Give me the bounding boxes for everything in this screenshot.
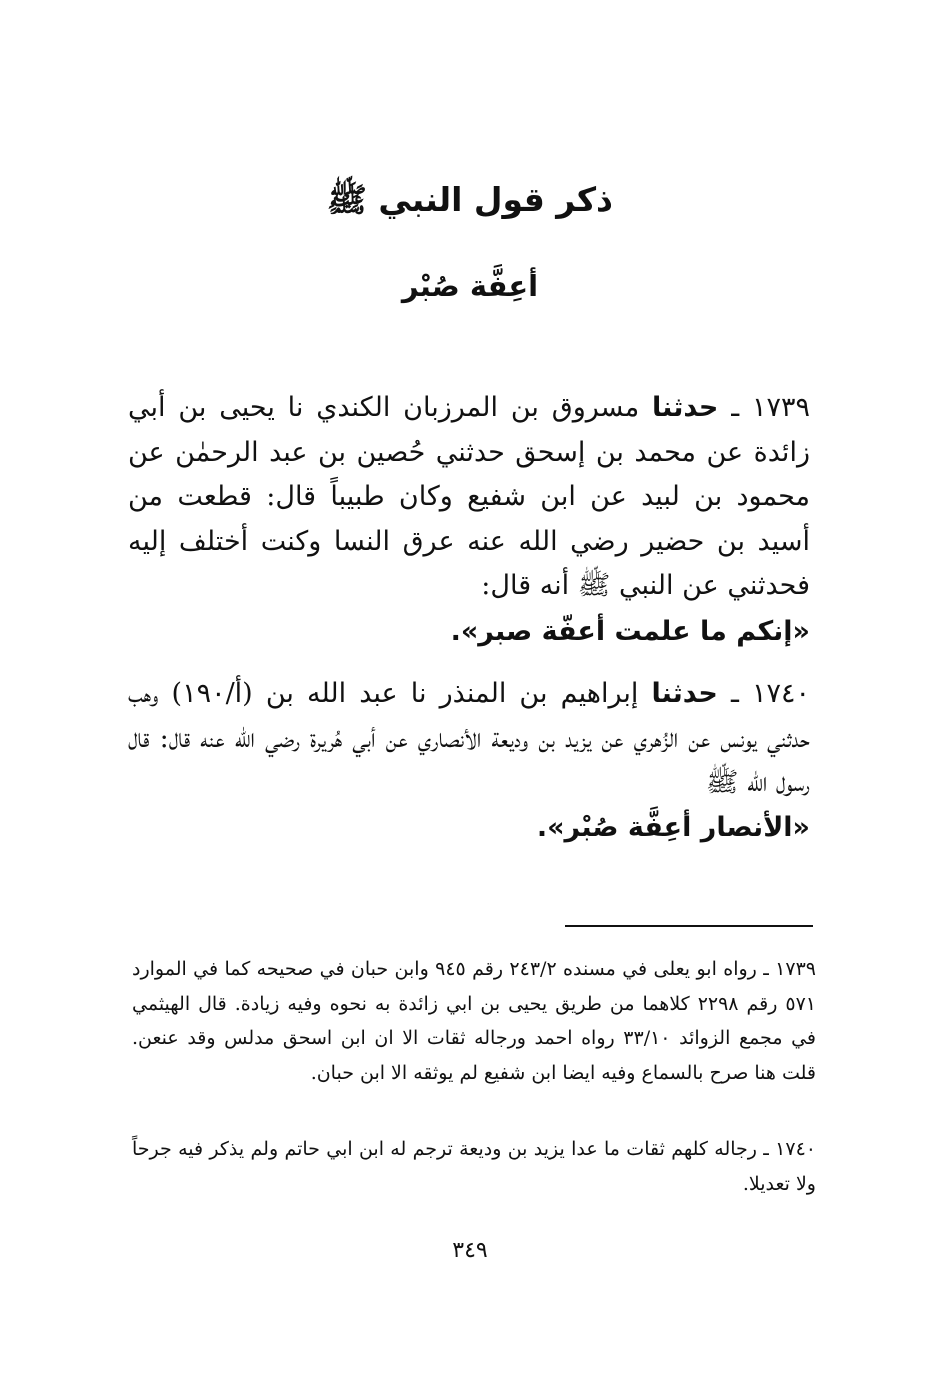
- footnote-divider: [565, 925, 813, 927]
- footnote-1739: [132, 952, 816, 1090]
- hadith-text: إبراهيم بن المنذر نا عبد الله بن (أ/١٩٠) وهب حدثني يونس عن الزُهري عن يزيد بن وديعة الأنصاري عن أبي هُريرة رضي الله عنه قال: قال رسول الله ﷺ: [128, 678, 810, 798]
- footnote-text: رواه ابو يعلى في مسنده ٢٤٣/٢ رقم ٩٤٥ وابن حبان في صحيحه كما في الموارد ٥٧١ رقم ٢٢٩٨ كلاهما من طريق يحيى بن ابي زائدة به نحوه وفيه زيادة. قال الهيثمي في مجمع الزوائد ٣٣/١٠ رواه احمد ورجاله ثقات الا ان ابن اسحق مدلس وقد عنعن. قلت هنا صرح بالسماع وفيه ايضا ابن شفيع لم يوثقه الا ابن حبان.: [132, 958, 816, 1084]
- page-number: ٣٤٩: [452, 1238, 488, 1263]
- footnote-text: رجاله كلهم ثقات ما عدا يزيد بن وديعة ترجم له ابن ابي حاتم ولم يذكر فيه جرحاً ولا تعديلا.: [132, 1138, 816, 1195]
- chapter-title: ذكر قول النبي ﷺ: [327, 180, 613, 219]
- chapter-subtitle: أعِفَّة صُبْر: [401, 269, 539, 303]
- footnote-number: ١٧٣٩ ـ: [763, 958, 816, 980]
- footnote-1740: [132, 1132, 816, 1201]
- hadith-1740: [128, 672, 810, 806]
- footnote-number: ١٧٤٠ ـ: [763, 1138, 816, 1160]
- hadith-text: مسروق بن المرزبان الكندي نا يحيى بن أبي زائدة عن محمد بن إسحق حدثني حُصين بن عبد الرحمٰن عن محمود بن لبيد عن ابن شفيع وكان طبيباً قال: قطعت من أسيد بن حضير رضي الله عنه عرق النسا وكنت أختلف إليه فحدثني عن النبي ﷺ أنه قال:: [128, 392, 810, 601]
- hadith-keyword: حدثنا: [652, 392, 719, 423]
- hadith-1739-quote: «إنكم ما علمت أعفّة صبر».: [450, 616, 810, 647]
- hadith-keyword: حدثنا: [651, 678, 718, 709]
- hadith-number: ١٧٣٩ ـ: [731, 392, 810, 423]
- hadith-number: ١٧٤٠ ـ: [730, 678, 810, 709]
- hadith-1739: [128, 386, 810, 609]
- hadith-1740-quote: «الأنصار أعِفَّة صُبْر».: [536, 812, 810, 843]
